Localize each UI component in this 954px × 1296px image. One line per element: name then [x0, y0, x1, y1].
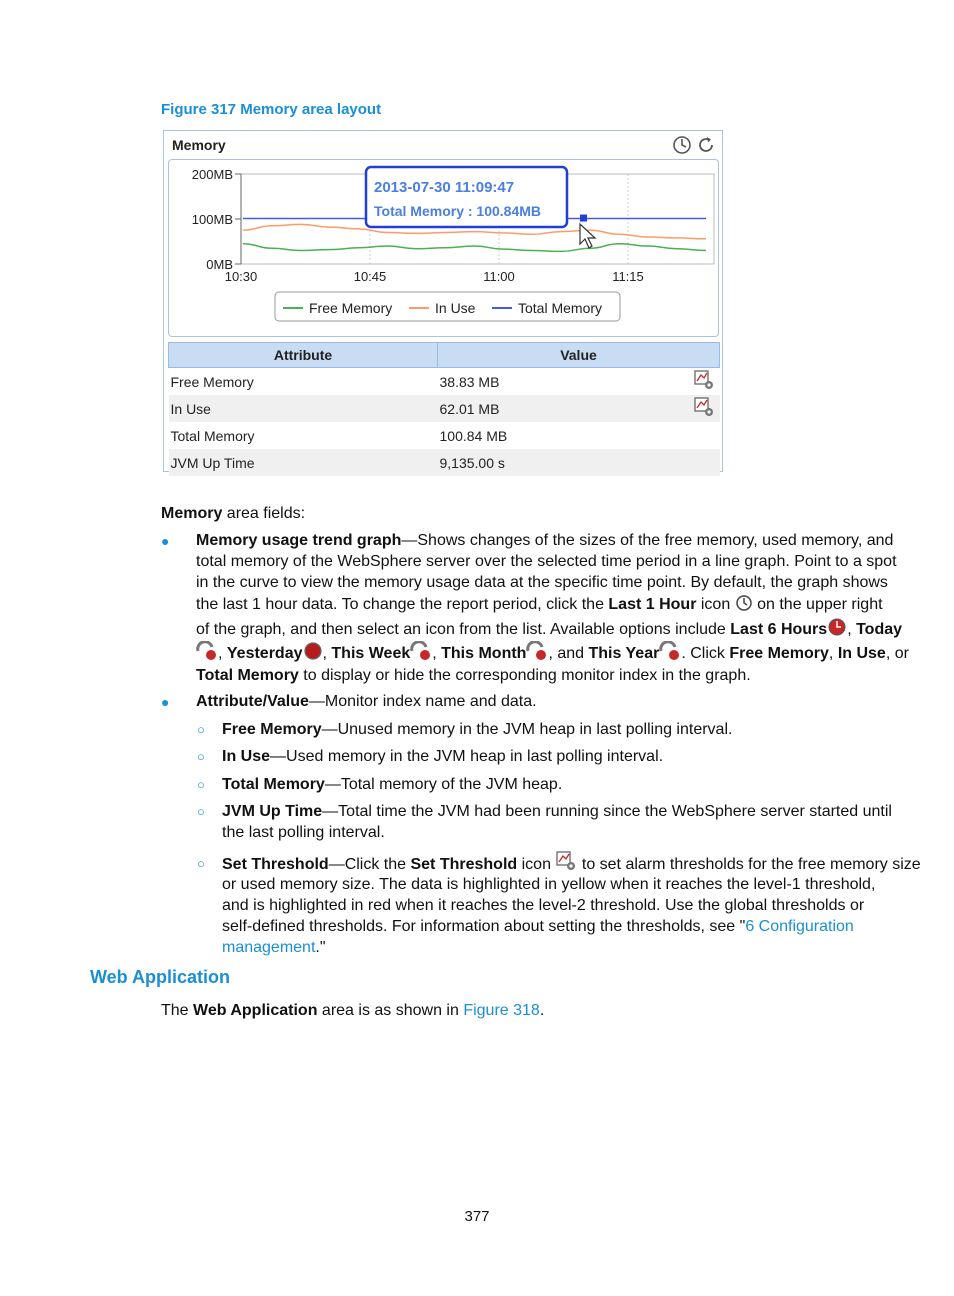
yesterday-icon	[303, 641, 323, 661]
sub-free-memory: Free Memory—Unused memory in the JVM heap in last polling interval.	[222, 721, 733, 738]
memory-chart	[168, 159, 719, 337]
sub-bullet: ○	[197, 804, 205, 819]
x-tick-label: 11:15	[612, 269, 644, 284]
sub-jvm-up-time: JVM Up Time—Total time the JVM had been running since the WebSphere server started until the last polling interval.	[222, 803, 892, 841]
sub-bullet: ○	[197, 722, 205, 737]
set-threshold-icon[interactable]	[693, 369, 715, 391]
last-6-hours-icon	[827, 617, 847, 637]
attribute-cell: In Use	[169, 395, 438, 422]
sub-bullet: ○	[197, 777, 205, 792]
attribute-cell: Free Memory	[170, 373, 254, 390]
section-heading: Web Application	[90, 967, 231, 987]
value-cell: 62.01 MB	[438, 395, 688, 422]
set-threshold-icon[interactable]	[693, 396, 715, 418]
gear-cell	[688, 368, 720, 396]
figure-318-link[interactable]: Figure 318	[463, 1002, 540, 1019]
set-threshold-icon	[555, 850, 577, 872]
value-cell: 9,135.00 s	[438, 449, 688, 476]
table-row	[169, 449, 720, 476]
table-row	[169, 368, 720, 396]
bullet-trend-graph: Memory usage trend graph—Shows changes of the sizes of the free memory, used memory, and total memory of the WebSphere server over the selected time period in a line graph. Point to a spot in the curve to view the memory usage data at the specific time point. By default, the graph shows the last 1 hour data. To change the report period, click the Last 1 Hour icon on the upper right of the graph, and then select an icon from the list. Available options include Last 6 Hours , Today , Yesterday , This Week , This Month , and This Year . Click Free Memory, In Use, or Total Memory to display or hide the corresponding monitor index in the graph.	[196, 532, 909, 684]
table-row	[169, 395, 720, 422]
y-tick-label: 0MB	[206, 257, 233, 272]
web-application-line: The Web Application area is as shown in Figure 318.	[161, 1002, 545, 1019]
gear-cell	[688, 395, 720, 422]
figure-caption: Figure 317 Memory area layout	[161, 101, 382, 118]
attribute-cell: JVM Up Time	[169, 449, 438, 476]
this-week-icon	[410, 641, 432, 661]
clock-icon	[735, 594, 753, 612]
today-icon	[196, 641, 218, 661]
x-tick-label: 10:45	[353, 269, 387, 284]
memory-usage-chart	[169, 160, 718, 336]
legend-item[interactable]: Free Memory	[309, 300, 393, 316]
x-tick-label: 11:00	[483, 269, 515, 284]
x-tick-label: 10:30	[224, 269, 258, 284]
bullet-dot: ●	[161, 533, 170, 549]
clock-icon[interactable]	[672, 135, 692, 155]
panel-tools	[672, 135, 716, 155]
intro-line: Memory area fields:	[161, 505, 306, 522]
table-row	[169, 422, 720, 449]
configuration-link-cont[interactable]: management	[222, 939, 316, 956]
refresh-icon[interactable]	[696, 135, 716, 155]
legend-item[interactable]: Total Memory	[518, 300, 603, 316]
gear-cell	[688, 422, 720, 449]
header-attribute: Attribute	[169, 343, 438, 368]
bullet-dot: ●	[161, 694, 170, 710]
attribute-table	[168, 342, 720, 476]
tooltip-value: Total Memory : 100.84MB	[374, 203, 542, 219]
panel-title: Memory	[172, 137, 226, 153]
y-tick-label: 200MB	[191, 167, 233, 182]
legend-item[interactable]: In Use	[435, 300, 476, 316]
sub-in-use: In Use—Used memory in the JVM heap in last polling interval.	[222, 748, 664, 765]
attribute-cell: Total Memory	[170, 427, 255, 444]
y-tick-label: 100MB	[191, 212, 233, 227]
value-cell: 38.83 MB	[439, 373, 500, 390]
hover-marker	[580, 215, 587, 222]
sub-total-memory: Total Memory—Total memory of the JVM heap.	[222, 776, 563, 793]
bullet-attribute-value: Attribute/Value—Monitor index name and data.	[196, 693, 537, 710]
this-month-icon	[526, 641, 548, 661]
sub-bullet: ○	[197, 749, 205, 764]
sub-set-threshold: Set Threshold—Click the Set Threshold icon to set alarm thresholds for the free memory size or used memory size. The data is highlighted in yellow when it reaches the level-1 threshold, and is highlighted in red when it reaches the level-2 threshold. Use the global thresholds or self-defined thresholds. For information about setting the thresholds, see "6 Configuration management."	[222, 850, 872, 958]
gear-cell	[688, 449, 720, 476]
page-number: 377	[464, 1208, 490, 1225]
tooltip-date: 2013-07-30 11:09:47	[374, 179, 515, 196]
sub-bullet: ○	[197, 856, 205, 871]
value-cell: 100.84 MB	[439, 427, 508, 444]
memory-panel	[163, 130, 723, 472]
this-year-icon	[659, 641, 681, 661]
configuration-link[interactable]: 6 Configuration	[745, 918, 854, 935]
header-value: Value	[438, 343, 720, 368]
